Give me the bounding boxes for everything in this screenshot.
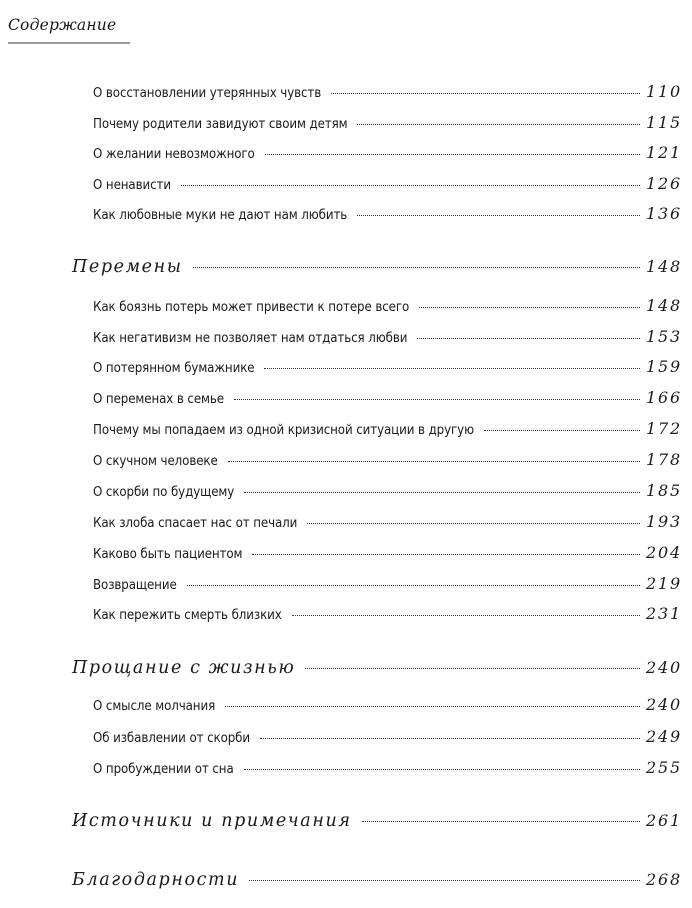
toc-entry-title: Как боязнь потерь может привести к потере всего: [93, 300, 410, 315]
toc-entry-title: О восстановлении утерянных чувств: [93, 86, 322, 101]
dot-leader: [244, 492, 640, 493]
dot-leader: [234, 399, 640, 400]
toc-page-number: 204: [646, 543, 682, 562]
toc-entry-title: Как злоба спасает нас от печали: [93, 516, 298, 531]
toc-page-number: 240: [646, 695, 682, 714]
dot-leader: [419, 307, 640, 308]
toc-page-number: 115: [646, 113, 682, 132]
toc-page-number: 255: [646, 758, 682, 777]
toc-section[interactable]: [72, 870, 682, 890]
toc-section-title: Источники и примечания: [72, 811, 352, 831]
dot-leader: [484, 430, 640, 431]
toc-entry[interactable]: [93, 450, 682, 469]
toc-page-number: 178: [646, 450, 682, 469]
toc-entry[interactable]: [93, 481, 682, 500]
toc-page-number: 249: [646, 727, 682, 746]
toc-entry[interactable]: [93, 758, 682, 777]
toc-page-number: 166: [646, 388, 682, 407]
toc-entry-title: Почему мы попадаем из одной кризисной ситуации в другую: [93, 423, 474, 438]
toc-entry[interactable]: [93, 204, 682, 223]
toc-page-number: 231: [646, 604, 682, 623]
toc-page-number: 110: [646, 82, 682, 101]
toc-section[interactable]: [72, 811, 682, 831]
toc-entry[interactable]: [93, 296, 682, 315]
toc-entry[interactable]: [93, 357, 682, 376]
dot-leader: [225, 706, 640, 707]
toc-entry[interactable]: [93, 388, 682, 407]
toc-page-number: 153: [646, 327, 682, 346]
toc-entry[interactable]: [93, 174, 682, 193]
toc-page-number: 126: [646, 174, 682, 193]
toc-entry-title: Как любовные муки не дают нам любить: [93, 208, 348, 223]
dot-leader: [305, 668, 640, 669]
toc-entry-title: Возвращение: [93, 578, 177, 593]
toc-entry[interactable]: [93, 327, 682, 346]
toc-page-number: 261: [646, 811, 682, 830]
toc-entry[interactable]: [93, 143, 682, 162]
dot-leader: [362, 821, 641, 822]
dot-leader: [264, 368, 640, 369]
toc-page-number: 121: [646, 143, 682, 162]
toc-section[interactable]: [72, 658, 682, 678]
toc-section-title: Прощание с жизнью: [72, 658, 296, 678]
toc-entry-title: Каково быть пациентом: [93, 547, 243, 562]
toc-entry[interactable]: [93, 543, 682, 562]
toc-page-number: 193: [646, 512, 682, 531]
dot-leader: [260, 738, 640, 739]
toc-entry[interactable]: [93, 604, 682, 623]
dot-leader: [307, 523, 640, 524]
toc-entry[interactable]: [93, 512, 682, 531]
toc-entry[interactable]: [93, 727, 682, 746]
toc-entry-title: О пробуждении от сна: [93, 762, 234, 777]
dot-leader: [181, 185, 640, 186]
toc-entry-title: Как негативизм не позволяет нам отдаться любви: [93, 331, 408, 346]
toc-page-number: 148: [646, 296, 682, 315]
toc-page-number: 159: [646, 357, 682, 376]
toc-section-title: Перемены: [72, 257, 183, 277]
dot-leader: [292, 615, 640, 616]
dot-leader: [193, 267, 640, 268]
dot-leader: [244, 769, 640, 770]
dot-leader: [249, 880, 640, 881]
toc-entry-title: О скучном человеке: [93, 454, 218, 469]
toc-page-number: 240: [646, 658, 682, 677]
toc-entry[interactable]: [93, 113, 682, 132]
toc-entry[interactable]: [93, 695, 682, 714]
page-title: Содержание: [8, 16, 117, 34]
toc-section-title: Благодарности: [72, 870, 240, 890]
toc-entry-title: Почему родители завидуют своим детям: [93, 117, 348, 132]
toc-entry-title: О желании невозможного: [93, 147, 255, 162]
page-header: [8, 16, 130, 44]
toc-entry-title: Об избавлении от скорби: [93, 731, 250, 746]
toc-entry-title: Как пережить смерть близких: [93, 608, 282, 623]
toc-entry[interactable]: [93, 82, 682, 101]
dot-leader: [265, 154, 640, 155]
dot-leader: [331, 93, 640, 94]
toc-entry-title: О ненависти: [93, 178, 171, 193]
toc-entry-title: О скорби по будущему: [93, 485, 235, 500]
dot-leader: [252, 554, 640, 555]
dot-leader: [357, 124, 640, 125]
toc-entry-title: О потерянном бумажнике: [93, 361, 255, 376]
toc-entry[interactable]: [93, 574, 682, 593]
toc-entry-title: О смысле молчания: [93, 699, 216, 714]
dot-leader: [417, 338, 640, 339]
toc-page-number: 148: [646, 257, 682, 276]
toc-page-number: 172: [646, 419, 682, 438]
dot-leader: [357, 215, 640, 216]
header-underline: [8, 42, 130, 44]
toc-page-number: 136: [646, 204, 682, 223]
toc-entry-title: О переменах в семье: [93, 392, 224, 407]
toc-section[interactable]: [72, 257, 682, 277]
toc-entry[interactable]: [93, 419, 682, 438]
toc-page-number: 219: [646, 574, 682, 593]
dot-leader: [228, 461, 640, 462]
toc-page-number: 268: [646, 870, 682, 889]
dot-leader: [187, 585, 640, 586]
toc-page-number: 185: [646, 481, 682, 500]
